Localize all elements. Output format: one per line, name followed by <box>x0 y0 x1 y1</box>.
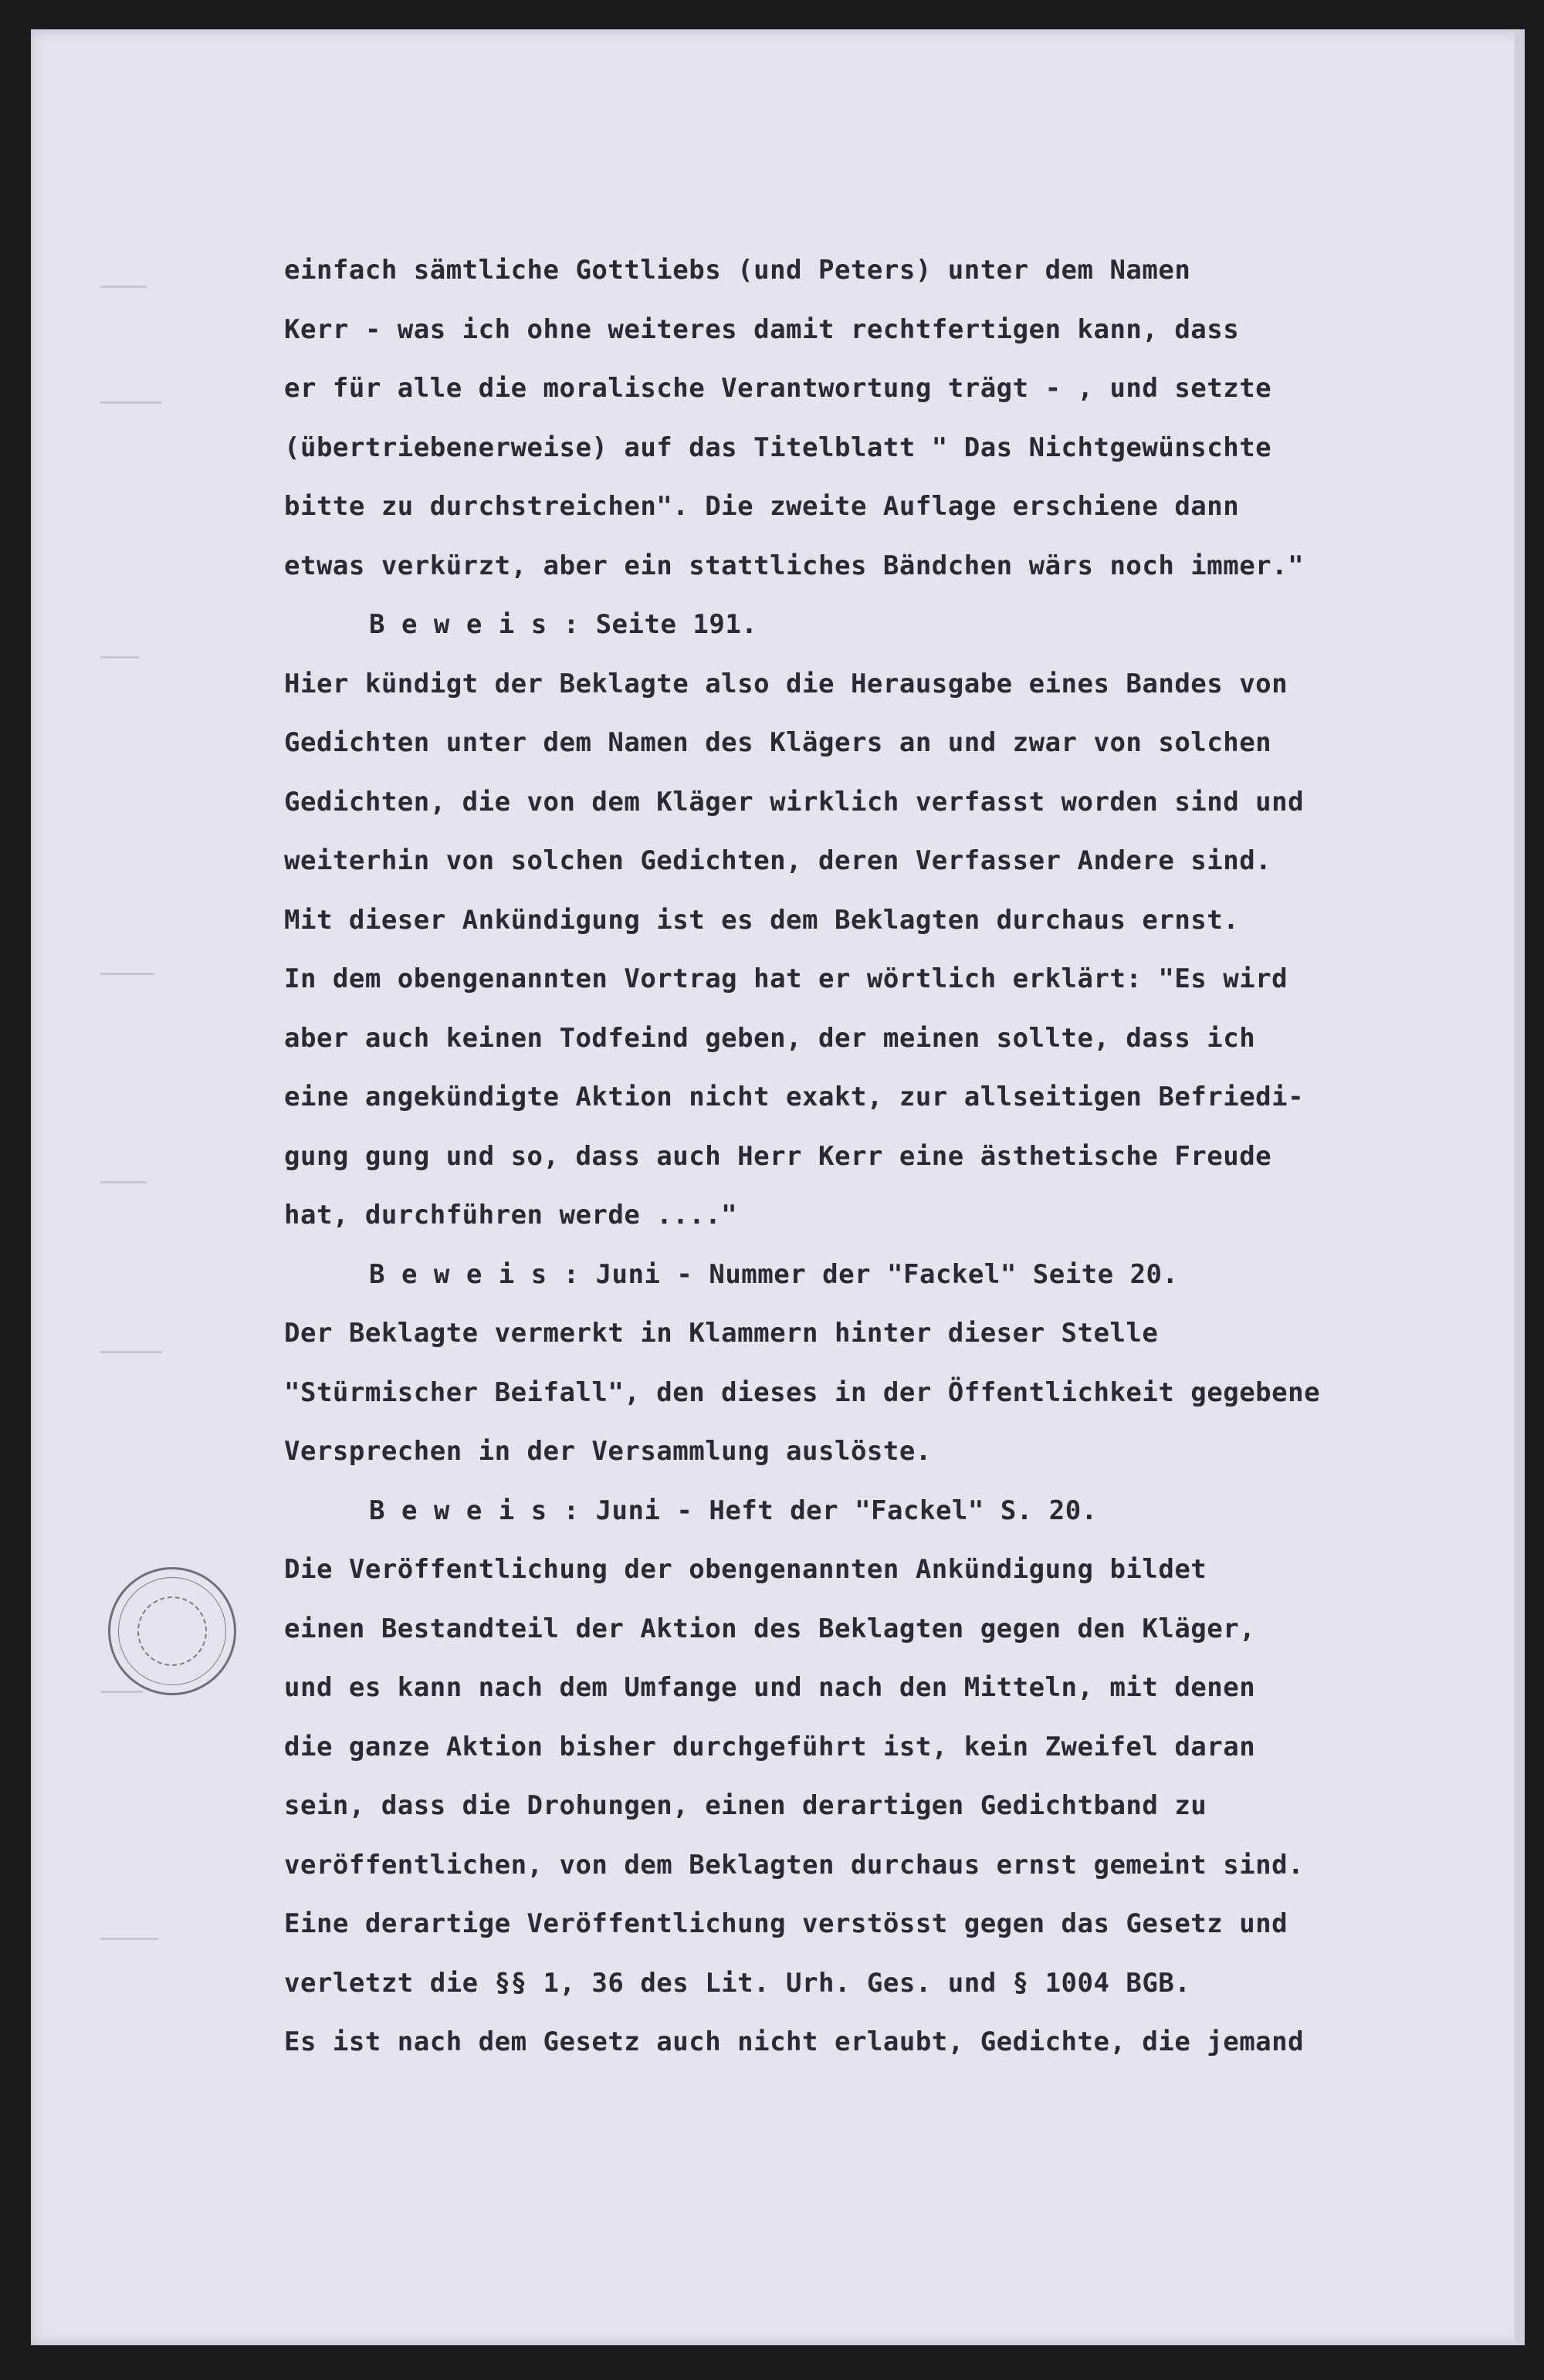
typewritten-text <box>284 241 1442 2072</box>
text-line: "Stürmischer Beifall", den dieses in der Öffentlichkeit gegebene <box>284 1376 1321 1408</box>
text-line: Eine derartige Veröffentlichung verstösst gegen das Gesetz und <box>284 1908 1288 1939</box>
text-line: aber auch keinen Todfeind geben, der meinen sollte, dass ich <box>284 1022 1256 1054</box>
bleed-through-marks <box>100 255 255 2030</box>
text-line: Hier kündigt der Beklagte also die Herausgabe eines Bandes von <box>284 668 1288 699</box>
text-line: er für alle die moralische Verantwortung trägt - , und setzte <box>284 373 1272 404</box>
text-line: verletzt die §§ 1, 36 des Lit. Urh. Ges. und § 1004 BGB. <box>284 1967 1191 1999</box>
paper-edge <box>1515 31 1524 2343</box>
text-line: Es ist nach dem Gesetz auch nicht erlaubt, Gedichte, die jemand <box>284 2026 1305 2057</box>
text-line: die ganze Aktion bisher durchgeführt ist, kein Zweifel daran <box>284 1731 1256 1762</box>
text-line: bitte zu durchstreichen". Die zweite Auflage erschiene dann <box>284 491 1240 522</box>
text-line: hat, durchführen werde ...." <box>284 1200 738 1231</box>
text-line: und es kann nach dem Umfange und nach den Mitteln, mit denen <box>284 1672 1256 1703</box>
text-line: einfach sämtliche Gottliebs (und Peters) unter dem Namen <box>284 255 1191 286</box>
text-line: Der Beklagte vermerkt in Klammern hinter dieser Stelle <box>284 1318 1159 1349</box>
text-line: Kerr - was ich ohne weiteres damit rechtfertigen kann, dass <box>284 313 1240 345</box>
text-line: (übertriebenerweise) auf das Titelblatt " Das Nichtgewünschte <box>284 432 1272 463</box>
text-line: weiterhin von solchen Gedichten, deren Verfasser Andere sind. <box>284 845 1272 876</box>
text-line: etwas verkürzt, aber ein stattliches Bändchen wärs noch immer." <box>284 550 1305 581</box>
text-line: Mit dieser Ankündigung ist es dem Beklagten durchaus ernst. <box>284 904 1240 936</box>
text-line: In dem obengenannten Vortrag hat er wörtlich erklärt: "Es wird <box>284 963 1288 994</box>
beweis-line: B e w e i s : Seite 191. <box>369 609 758 640</box>
beweis-line: B e w e i s : Juni - Heft der "Fackel" S. 20. <box>369 1495 1098 1526</box>
text-line: Versprechen in der Versammlung auslöste. <box>284 1436 932 1467</box>
text-line: eine angekündigte Aktion nicht exakt, zur allseitigen Befriedi- <box>284 1082 1305 1112</box>
text-line: Gedichten, die von dem Kläger wirklich verfasst worden sind und <box>284 786 1305 818</box>
text-line: veröffentlichen, von dem Beklagten durchaus ernst gemeint sind. <box>284 1849 1305 1881</box>
text-line: Gedichten unter dem Namen des Klägers an und zwar von solchen <box>284 727 1272 758</box>
text-line: einen Bestandteil der Aktion des Beklagten gegen den Kläger, <box>284 1613 1256 1644</box>
text-line: sein, dass die Drohungen, einen derartigen Gedichtband zu <box>284 1790 1207 1821</box>
text-line: Die Veröffentlichung der obengenannten Ankündigung bildet <box>284 1554 1207 1585</box>
beweis-line: B e w e i s : Juni - Nummer der "Fackel" Seite 20. <box>369 1258 1179 1290</box>
text-line: gung gung und so, dass auch Herr Kerr eine ästhetische Freude <box>284 1140 1272 1172</box>
stamp-ring <box>111 1570 233 1692</box>
